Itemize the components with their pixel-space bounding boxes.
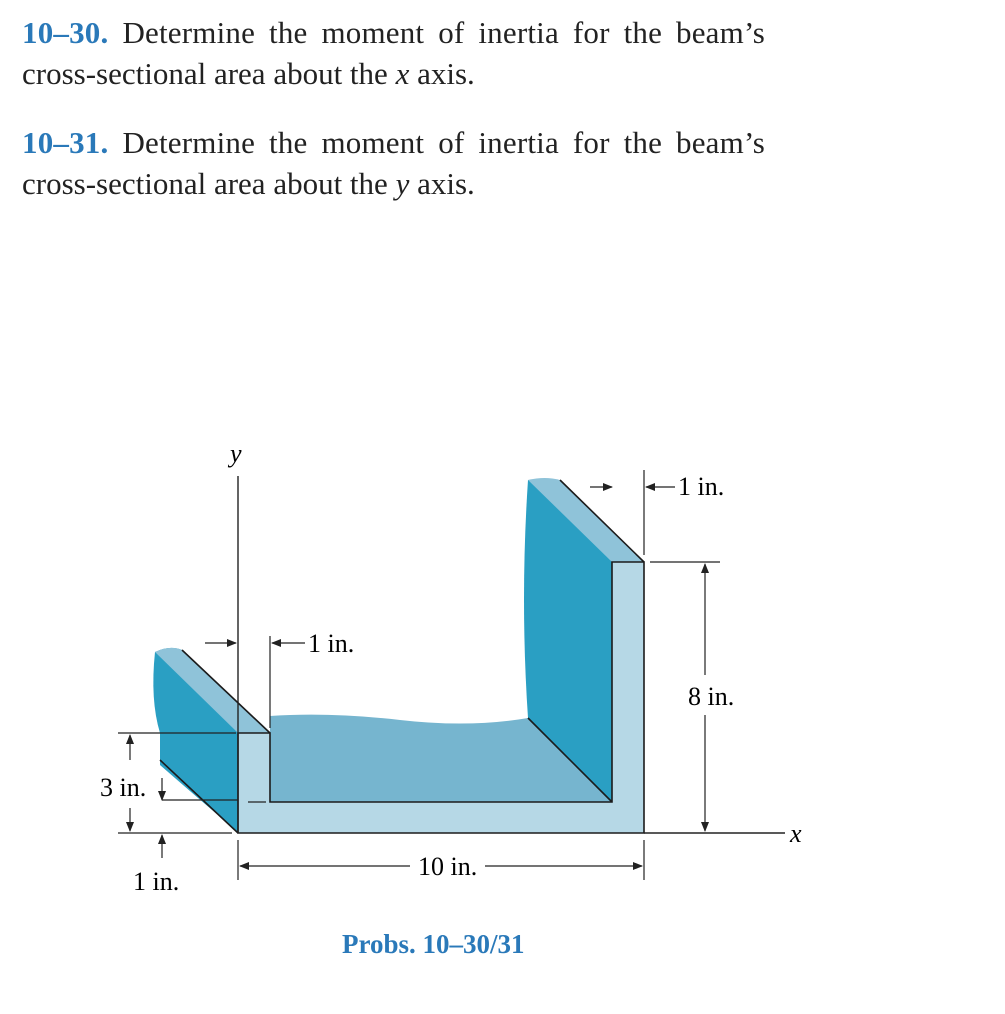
problem-10-30-text3: axis.: [417, 56, 475, 91]
dim-left-height-label: 3 in.: [100, 773, 147, 802]
problem-10-30-text: Determine the moment of inertia for the beam’s: [122, 15, 766, 50]
dim-left-flange-label: 1 in.: [308, 629, 355, 658]
problem-10-31-text: Determine the moment of inertia for the beam’s: [122, 125, 766, 160]
dim-top-right-label: 1 in.: [678, 472, 725, 501]
problem-10-30-text2: cross-sectional area about the: [22, 56, 388, 91]
problem-10-30-number: 10–30.: [22, 15, 109, 50]
y-axis-label: y: [230, 439, 242, 468]
problem-10-31-text2: cross-sectional area about the: [22, 166, 388, 201]
problem-10-30-axis: x: [395, 56, 410, 91]
problem-10-31-axis: y: [395, 166, 410, 201]
problem-10-31-number: 10–31.: [22, 125, 109, 160]
x-axis-label: x: [790, 819, 802, 848]
problem-10-31-text3: axis.: [417, 166, 475, 201]
dim-bottom-thickness-label: 1 in.: [133, 867, 180, 896]
left-flange-side-face: [160, 733, 238, 832]
figure-caption: Probs. 10–30/31: [342, 929, 525, 959]
dim-height-label: 8 in.: [688, 682, 735, 711]
dim-width-label: 10 in.: [418, 852, 478, 881]
